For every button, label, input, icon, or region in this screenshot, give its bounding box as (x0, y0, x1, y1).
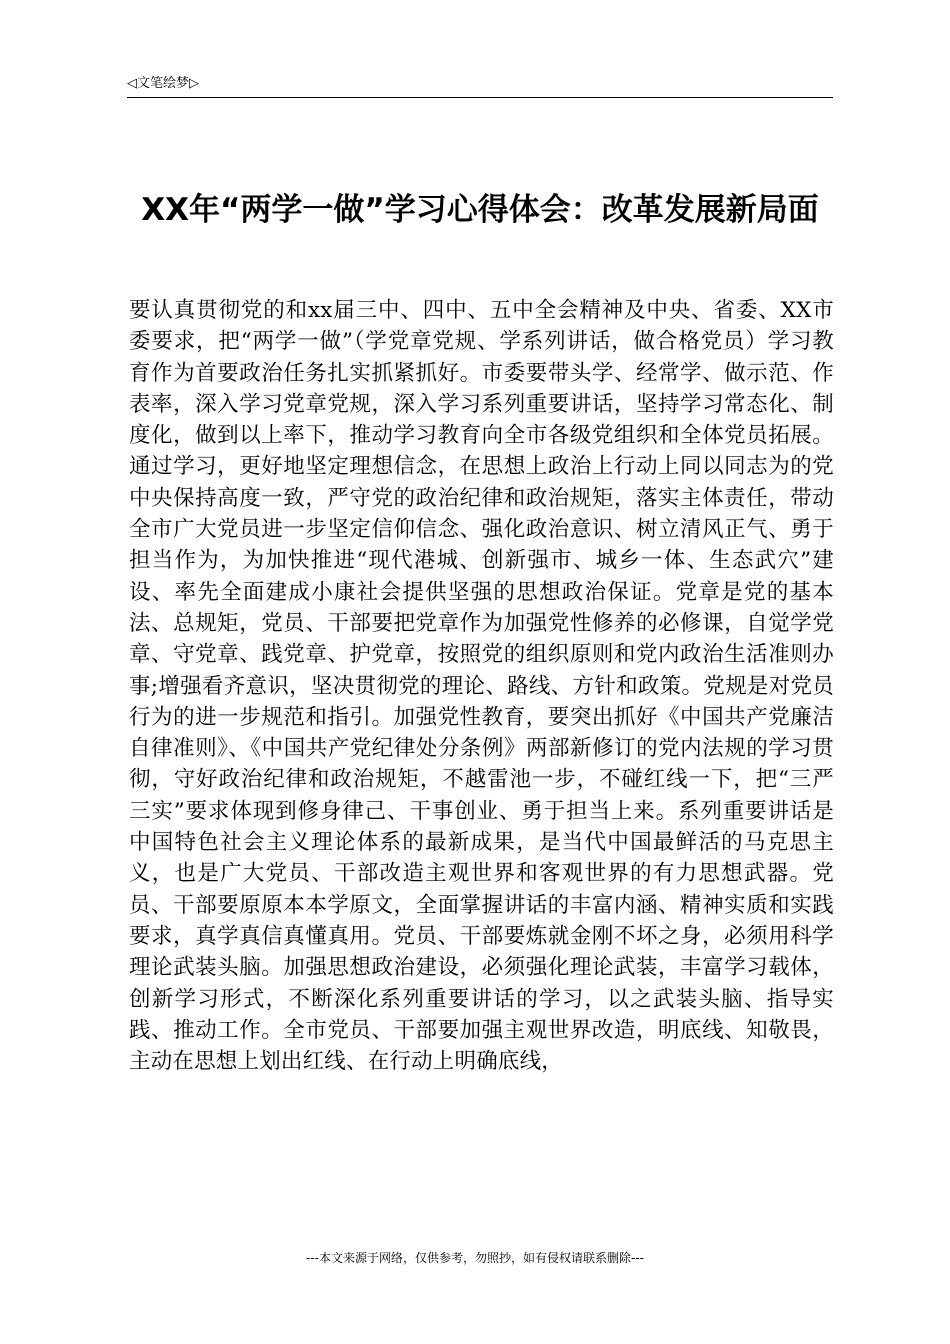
page-header: ◁文笔绘梦▷ (127, 76, 199, 91)
document-body: 要认真贯彻党的和xx届三中、四中、五中全会精神及中央、省委、XX市委要求，把“两学一做”（学党章党规、学系列讲话，做合格党员）学习教育作为首要政治任务扎实抓紧抓好。市委要带头学、经常学、做示范、作表率，深入学习党章党规，深入学习系列重要讲话，坚持学习常态化、制度化，做到以上率下，推动学习教育向全市各级党组织和全体党员拓展。通过学习，更好地坚定理想信念，在思想上政治上行动上同以同志为的党中央保持高度一致，严守党的政治纪律和政治规矩，落实主体责任，带动全市广大党员进一步坚定信仰信念、强化政治意识、树立清风正气、勇于担当作为，为加快推进“现代港城、创新强市、城乡一体、生态武穴”建设、率先全面建成小康社会提供坚强的思想政治保证。党章是党的基本法、总规矩，党员、干部要把党章作为加强党性修养的必修课，自觉学党章、守党章、践党章、护党章，按照党的组织原则和党内政治生活准则办事;增强看齐意识，坚决贯彻党的理论、路线、方针和政策。党规是对党员行为的进一步规范和指引。加强党性教育，要突出抓好《中国共产党廉洁自律准则》、《中国共产党纪律处分条例》两部新修订的党内法规的学习贯彻，守好政治纪律和政治规矩，不越雷池一步，不碰红线一下，把“三严三实”要求体现到修身律己、干事创业、勇于担当上来。系列重要讲话是中国特色社会主义理论体系的最新成果，是当代中国最鲜活的马克思主义，也是广大党员、干部改造主观世界和客观世界的有力思想武器。党员、干部要原原本本学原文，全面掌握讲话的丰富内涵、精神实质和实践要求，真学真信真懂真用。党员、干部要炼就金刚不坏之身，必须用科学理论武装头脑。加强思想政治建设，必须强化理论武装，丰富学习载体，创新学习形式，不断深化系列重要讲话的学习，以之武装头脑、指导实践、推动工作。全市党员、干部要加强主观世界改造，明底线、知敬畏，主动在思想上划出红线、在行动上明确底线， (129, 298, 834, 1075)
page-footer: ---本文来源于网络，仅供参考，勿照抄，如有侵权请联系删除--- (306, 1251, 644, 1265)
header-divider (127, 97, 833, 98)
document-title: XX年“两学一做”学习心得体会：改革发展新局面 (141, 192, 819, 228)
